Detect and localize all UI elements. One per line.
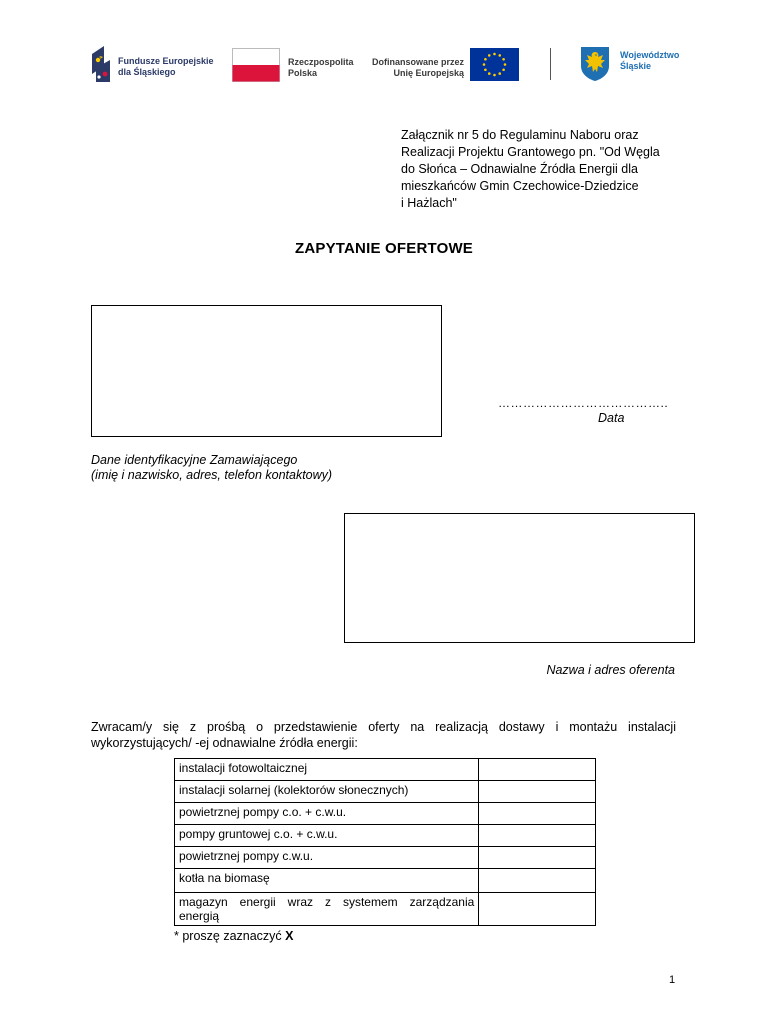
- header-logos: [0, 40, 768, 90]
- date-label: Data: [598, 411, 625, 425]
- page-number: 1: [669, 974, 676, 986]
- rp-logo: [232, 48, 362, 84]
- option-checkbox-cell[interactable]: [479, 869, 596, 893]
- eu-logo: [370, 48, 520, 84]
- request-paragraph: Zwracam/y się z prośbą o przedstawienie oferty na realizacją dostawy i montażu instalacji wykorzystujących/ -ej odnawialne źródła energii:: [91, 720, 676, 750]
- annex-note: [401, 127, 701, 212]
- table-row: [175, 759, 596, 781]
- option-label: powietrznej pompy c.o. + c.w.u.: [175, 803, 479, 825]
- annex-line: Realizacji Projektu Grantowego pn. "Od Węgla: [401, 145, 660, 159]
- orderer-caption: [91, 453, 332, 483]
- table-row: [175, 893, 596, 926]
- option-label: kotła na biomasę: [175, 869, 479, 893]
- option-checkbox-cell[interactable]: [479, 825, 596, 847]
- fe-logo: [90, 44, 220, 84]
- silesian-eagle-coat-of-arms-icon: [580, 46, 610, 82]
- option-checkbox-cell[interactable]: [479, 893, 596, 926]
- fe-logo-line2: dla Śląskiego: [118, 67, 176, 77]
- option-label: magazyn energii wraz z systemem zarządzania energią: [175, 893, 479, 926]
- installation-options-table: [174, 758, 596, 926]
- option-label: powietrznej pompy c.w.u.: [175, 847, 479, 869]
- option-checkbox-cell[interactable]: [479, 781, 596, 803]
- document-title: ZAPYTANIE OFERTOWE: [294, 240, 474, 257]
- table-row: [175, 825, 596, 847]
- eu-logo-line2: Unię Europejską: [393, 68, 464, 78]
- bidder-caption: Nazwa i adres oferenta: [546, 663, 675, 677]
- table-row: [175, 803, 596, 825]
- fe-logo-line1: Fundusze Europejskie: [118, 56, 214, 66]
- ws-logo-line1: Województwo: [620, 50, 680, 60]
- footnote-mark: X: [285, 929, 294, 943]
- option-checkbox-cell[interactable]: [479, 759, 596, 781]
- footnote: [174, 929, 294, 943]
- bidder-data-box[interactable]: [344, 513, 695, 643]
- date-dots: …………………………………..: [498, 396, 669, 410]
- option-label: pompy gruntowej c.o. + c.w.u.: [175, 825, 479, 847]
- ws-logo-line2: Śląskie: [620, 61, 652, 71]
- logo-divider: [550, 48, 551, 80]
- annex-line: i Hażlach": [401, 196, 457, 210]
- option-checkbox-cell[interactable]: [479, 847, 596, 869]
- table-row: [175, 781, 596, 803]
- annex-line: Załącznik nr 5 do Regulaminu Naboru oraz: [401, 128, 639, 142]
- orderer-caption-line1: Dane identyfikacyjne Zamawiającego: [91, 453, 298, 467]
- annex-line: do Słońca – Odnawialne Źródła Energii dla: [401, 162, 638, 176]
- orderer-data-box[interactable]: [91, 305, 442, 437]
- annex-line: mieszkańców Gmin Czechowice-Dziedzice: [401, 179, 639, 193]
- rp-logo-line2: Polska: [288, 68, 318, 78]
- option-checkbox-cell[interactable]: [479, 803, 596, 825]
- eu-flag-icon: [470, 48, 519, 81]
- footnote-text: * proszę zaznaczyć: [174, 929, 286, 943]
- table-row: [175, 869, 596, 893]
- orderer-caption-line2: (imię i nazwisko, adres, telefon kontaktowy): [91, 468, 333, 482]
- ws-logo: [580, 46, 690, 82]
- option-label: instalacji fotowoltaicznej: [175, 759, 479, 781]
- option-label: instalacji solarnej (kolektorów słonecznych): [175, 781, 479, 803]
- rp-logo-line1: Rzeczpospolita: [288, 57, 354, 67]
- table-row: [175, 847, 596, 869]
- polish-flag-icon: [232, 48, 280, 82]
- fe-logo-icon: [90, 44, 114, 84]
- eu-logo-line1: Dofinansowane przez: [372, 57, 465, 67]
